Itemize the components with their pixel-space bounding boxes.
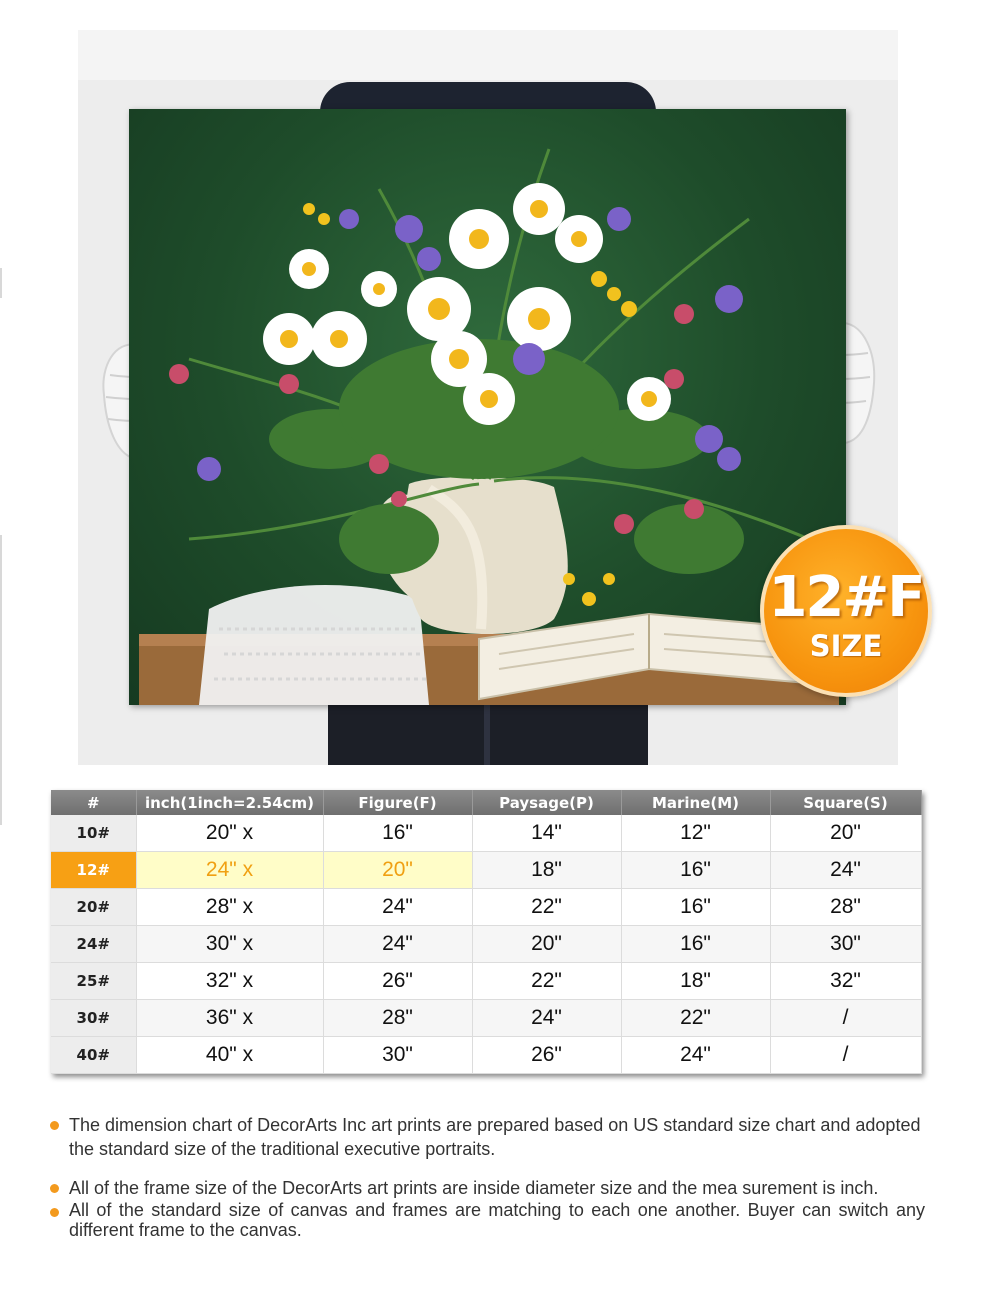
cell-inch: 20" x	[136, 815, 323, 852]
header-inch: inch(1inch=2.54cm)	[136, 790, 323, 815]
badge-size-label: SIZE	[809, 629, 883, 663]
cell-inch: 30" x	[136, 926, 323, 963]
table-row	[51, 1000, 921, 1037]
cell-square: /	[770, 1000, 921, 1037]
cell-figure: 30"	[323, 1037, 472, 1074]
bullet-dot-icon	[50, 1121, 59, 1130]
cell-paysage: 26"	[472, 1037, 621, 1074]
cell-paysage: 20"	[472, 926, 621, 963]
header-paysage: Paysage(P)	[472, 790, 621, 815]
cell-inch: 36" x	[136, 1000, 323, 1037]
cell-paysage: 24"	[472, 1000, 621, 1037]
cell-square: 28"	[770, 889, 921, 926]
table-row-highlighted	[51, 852, 921, 889]
cell-paysage: 22"	[472, 889, 621, 926]
note-text: The dimension chart of DecorArts Inc art prints are prepared based on US standard size chart and adopted the standard size of the traditional executive portraits.	[69, 1115, 921, 1159]
header-marine: Marine(M)	[621, 790, 770, 815]
row-code: 20#	[51, 889, 136, 926]
table-row	[51, 926, 921, 963]
table-row	[51, 963, 921, 1000]
header-figure: Figure(F)	[323, 790, 472, 815]
badge-size-code: 12#F	[768, 565, 924, 630]
bullet-dot-icon	[50, 1184, 59, 1193]
cell-figure: 28"	[323, 1000, 472, 1037]
note-item	[50, 1176, 925, 1200]
cell-figure: 26"	[323, 963, 472, 1000]
note-text: All of the frame size of the DecorArts art prints are inside diameter size and the mea surement is inch.	[69, 1178, 879, 1198]
header-code: #	[51, 790, 136, 815]
cell-paysage: 14"	[472, 815, 621, 852]
cell-square: 20"	[770, 815, 921, 852]
row-code: 10#	[51, 815, 136, 852]
note-text: All of the standard size of canvas and frames are matching to each one another. Buyer can switch any different frame to the canvas.	[69, 1200, 925, 1240]
edge-mark-bottom	[0, 535, 2, 825]
size-chart-table	[51, 790, 922, 1074]
cell-square: 32"	[770, 963, 921, 1000]
table-header-row	[51, 790, 921, 815]
cell-inch: 32" x	[136, 963, 323, 1000]
row-code: 30#	[51, 1000, 136, 1037]
row-code: 12#	[51, 852, 136, 889]
cell-marine: 16"	[621, 926, 770, 963]
cell-figure: 16"	[323, 815, 472, 852]
table-row	[51, 1037, 921, 1074]
cell-marine: 22"	[621, 1000, 770, 1037]
cell-marine: 18"	[621, 963, 770, 1000]
flower-bouquet-painting	[129, 109, 846, 705]
table-row	[51, 889, 921, 926]
row-code: 25#	[51, 963, 136, 1000]
person-legs	[328, 705, 648, 765]
cell-figure: 24"	[323, 889, 472, 926]
cell-square: 30"	[770, 926, 921, 963]
note-item	[50, 1113, 925, 1161]
row-code: 24#	[51, 926, 136, 963]
cell-square: /	[770, 1037, 921, 1074]
photo-wall	[78, 30, 898, 80]
size-badge	[760, 525, 932, 697]
cell-paysage: 22"	[472, 963, 621, 1000]
cell-marine: 12"	[621, 815, 770, 852]
cell-inch: 28" x	[136, 889, 323, 926]
row-code: 40#	[51, 1037, 136, 1074]
cell-inch: 40" x	[136, 1037, 323, 1074]
note-item	[50, 1200, 925, 1240]
cell-square: 24"	[770, 852, 921, 889]
cell-paysage: 18"	[472, 852, 621, 889]
cell-marine: 16"	[621, 852, 770, 889]
size-notes	[50, 1113, 925, 1240]
bullet-dot-icon	[50, 1208, 59, 1217]
cell-marine: 24"	[621, 1037, 770, 1074]
bouquet-illustration	[129, 109, 846, 705]
table-row	[51, 815, 921, 852]
cell-figure: 20"	[323, 852, 472, 889]
cell-figure: 24"	[323, 926, 472, 963]
cell-marine: 16"	[621, 889, 770, 926]
header-square: Square(S)	[770, 790, 921, 815]
cell-inch: 24" x	[136, 852, 323, 889]
edge-mark-top	[0, 268, 2, 298]
